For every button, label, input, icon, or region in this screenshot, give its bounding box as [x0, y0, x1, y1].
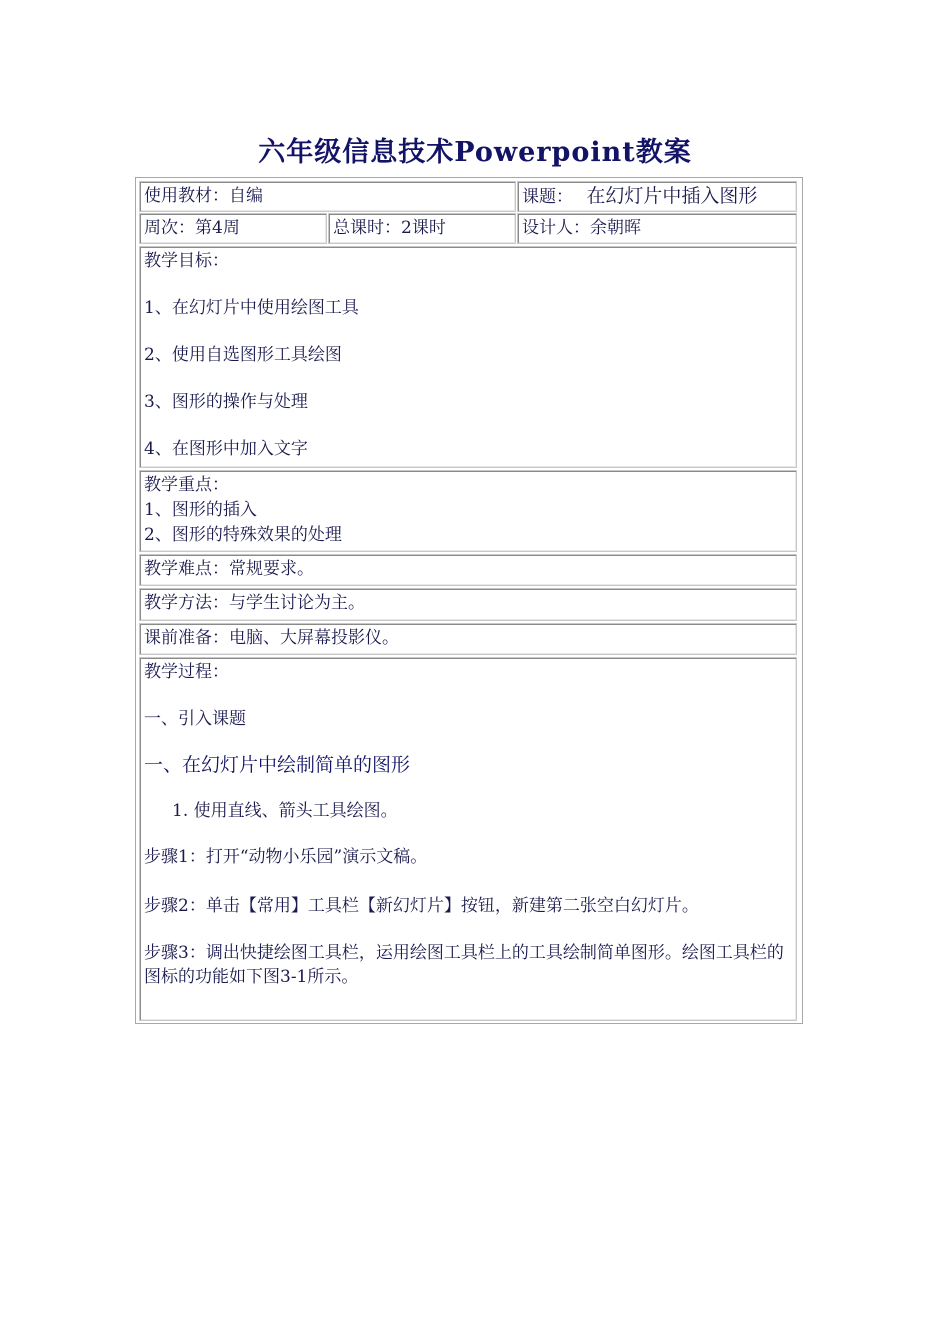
- difficulty-text: 教学难点：常规要求。: [144, 559, 314, 579]
- step-2: 步骤2：单击【常用】工具栏【新幻灯片】按钮，新建第二张空白幻灯片。: [144, 896, 699, 916]
- section-heading: 一、在幻灯片中绘制简单的图形: [144, 754, 411, 776]
- step-3: 步骤3：调出快捷绘图工具栏，运用绘图工具栏上的工具绘制简单图形。绘图工具栏的图标的功能如下图3-1所示。: [144, 943, 784, 987]
- hours-text: 总课时：2课时: [333, 218, 446, 238]
- sub-item: 1. 使用直线、箭头工具绘图。: [172, 801, 398, 821]
- difficulty-cell: [139, 554, 797, 586]
- method-cell: [139, 588, 797, 621]
- preparation-text: 课前准备：电脑、大屏幕投影仪。: [144, 628, 399, 648]
- material-cell: [139, 181, 516, 212]
- designer-text: 设计人：余朝晖: [522, 218, 641, 238]
- process-label: 教学过程：: [144, 662, 229, 682]
- designer-cell: [517, 213, 797, 244]
- goals-cell: [139, 246, 797, 468]
- goals-label: 教学目标：: [144, 251, 229, 271]
- key-point-item: 2、图形的特殊效果的处理: [144, 525, 342, 545]
- step-1: 步骤1：打开“动物小乐园”演示文稿。: [144, 847, 428, 867]
- hours-cell: [328, 213, 516, 244]
- process-cell: [139, 657, 797, 1021]
- goal-item: 3、图形的操作与处理: [144, 392, 308, 412]
- method-text: 教学方法：与学生讨论为主。: [144, 593, 365, 613]
- key-points-cell: [139, 470, 797, 552]
- goal-item: 2、使用自选图形工具绘图: [144, 345, 342, 365]
- topic-cell: [517, 181, 797, 212]
- key-points-label: 教学重点：: [144, 475, 229, 495]
- intro-text: 一、引入课题: [144, 709, 246, 729]
- topic-value: 在幻灯片中插入图形: [586, 185, 758, 207]
- preparation-cell: [139, 623, 797, 655]
- document-title: 六年级信息技术Powerpoint教案: [258, 137, 692, 168]
- key-point-item: 1、图形的插入: [144, 500, 257, 520]
- week-cell: [139, 213, 327, 244]
- material-text: 使用教材：自编: [144, 186, 263, 206]
- week-text: 周次：第4周: [144, 218, 240, 238]
- goal-item: 1、在幻灯片中使用绘图工具: [144, 298, 359, 318]
- lesson-plan-table: [135, 177, 803, 1024]
- goal-item: 4、在图形中加入文字: [144, 439, 308, 459]
- topic-label: 课题：: [522, 187, 573, 207]
